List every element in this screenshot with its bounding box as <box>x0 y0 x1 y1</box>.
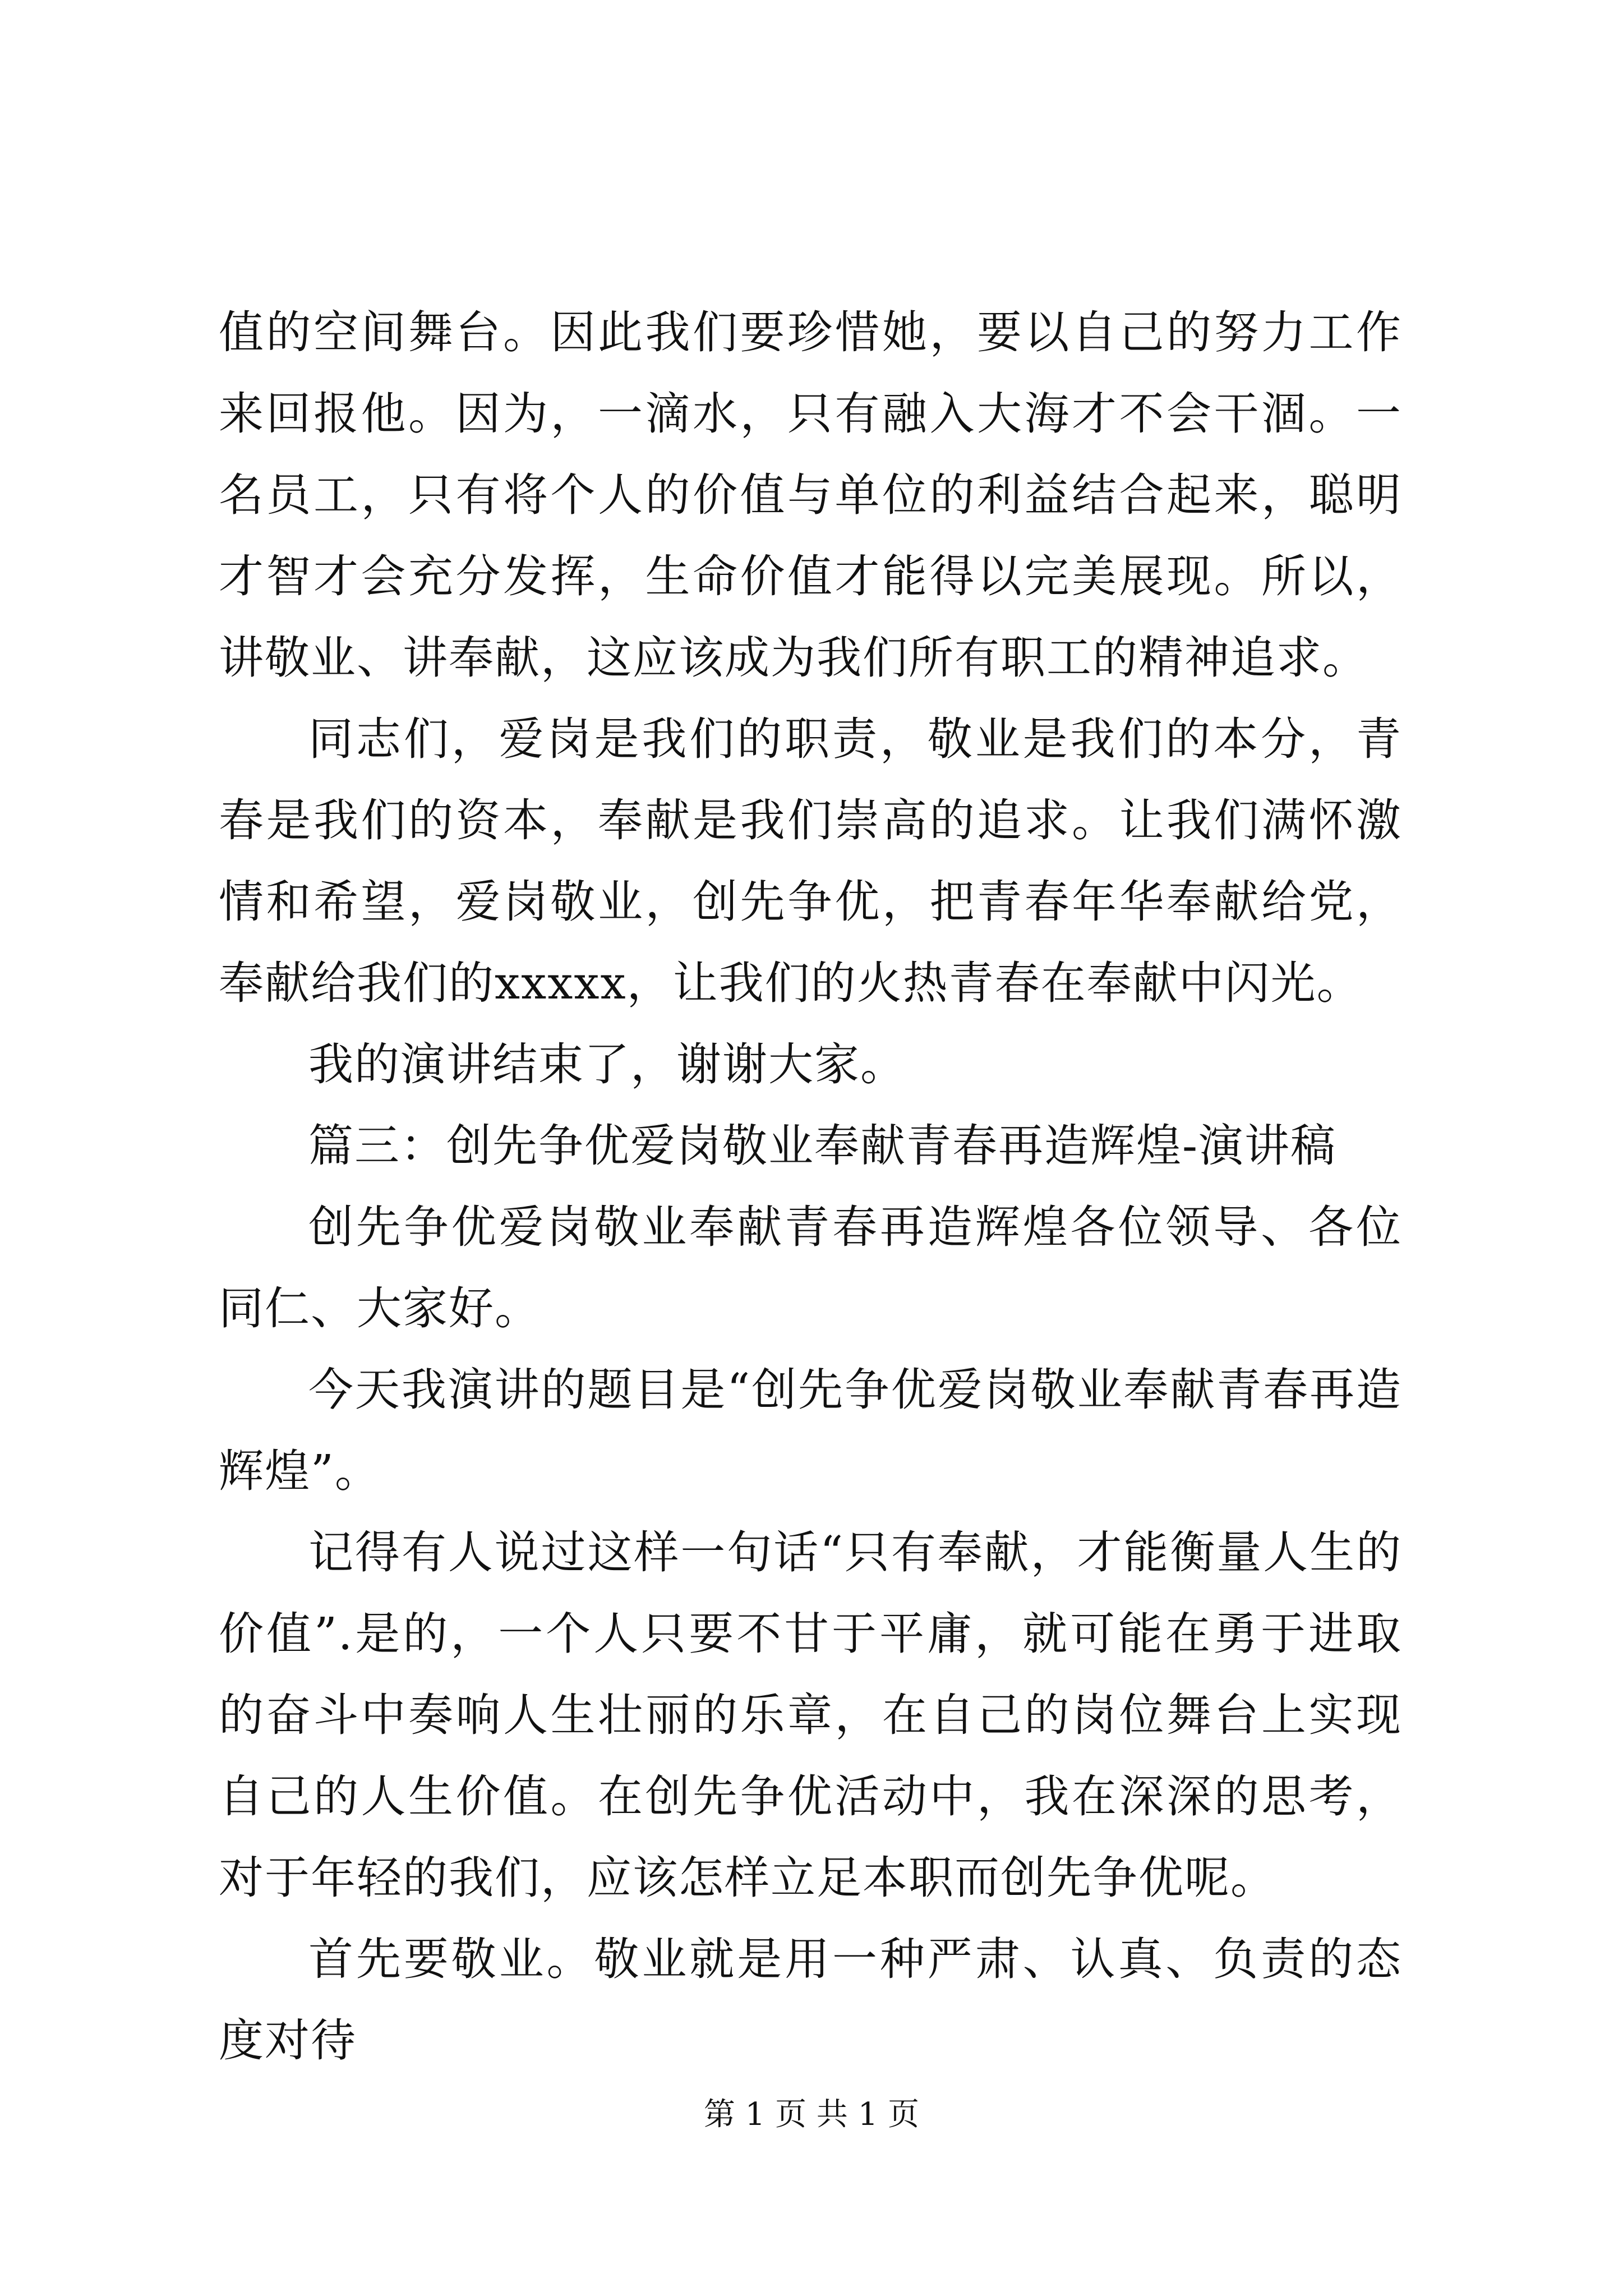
section-heading: 篇三：创先争优爱岗敬业奉献青春再造辉煌-演讲稿 <box>308 1120 1337 1172</box>
page-footer: 第 1 页 共 1 页 <box>703 2096 920 2133</box>
paragraph-greeting: 创先争优爱岗敬业奉献青春再造辉煌各位领导、各位同仁、大家好。 <box>219 1201 1402 1335</box>
paragraph-professionalism: 首先要敬业。敬业就是用一种严肃、认真、负责的态度对待 <box>219 1933 1402 2067</box>
paragraph-continuation: 值的空间舞台。因此我们要珍惜她，要以自己的努力工作来回报他。因为，一滴水，只有融入大海才不会干涸。一名员工，只有将个人的价值与单位的利益结合起来，聪明才智才会充分发挥，生命价值才能得以完美展现。所以，讲敬业、讲奉献，这应该成为我们所有职工的精神追求。 <box>219 306 1402 684</box>
paragraph-closing: 我的演讲结束了，谢谢大家。 <box>308 1038 906 1091</box>
paragraph-comrades: 同志们，爱岗是我们的职责，敬业是我们的本分，青春是我们的资本，奉献是我们崇高的追求。让我们满怀激情和希望，爱岗敬业，创先争优，把青春年华奉献给党，奉献给我们的xxxxx，让我们的火热青春在奉献中闪光。 <box>219 713 1402 1009</box>
paragraph-topic: 今天我演讲的题目是“创先争优爱岗敬业奉献青春再造辉煌”。 <box>219 1364 1402 1497</box>
body-text <box>219 292 1402 2081</box>
paragraph-dedication: 记得有人说过这样一句话“只有奉献，才能衡量人生的价值”.是的，一个人只要不甘于平庸，就可能在勇于进取的奋斗中奏响人生壮丽的乐章，在自己的岗位舞台上实现自己的人生价值。在创先争优活动中，我在深深的思考，对于年轻的我们，应该怎样立足本职而创先争优呢。 <box>219 1526 1402 1904</box>
